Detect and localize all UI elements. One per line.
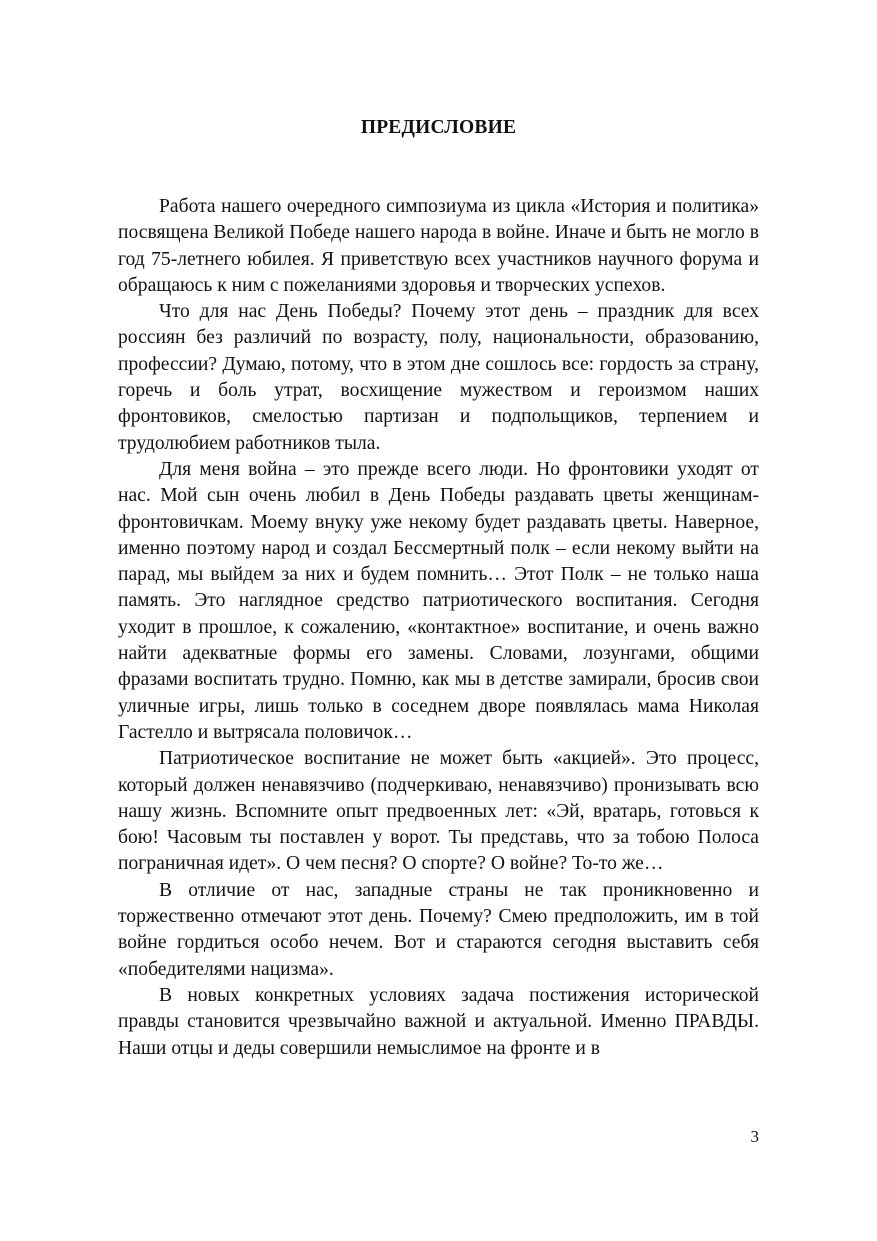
body-text [118, 194, 759, 1062]
paragraph-4: Патриотическое воспитание не может быть «акцией». Это процесс, который должен ненавязчиво (подчеркиваю, ненавязчиво) пронизывать всю нашу жизнь. Вспомните опыт предвоенных лет: «Эй, вратарь, готовься к бою! Часовым ты поставлен у ворот. Ты представь, что за тобою Полоса пограничная идет». О чем песня? О спорте? О войне? То-то же… [118, 748, 759, 875]
paragraph-3: Для меня война – это прежде всего люди. Но фронтовики уходят от нас. Мой сын очень любил в День Победы раздавать цветы женщинам-фронтовичкам. Моему внуку уже некому будет раздавать цветы. Наверное, именно поэтому народ и создал Бессмертный полк – если некому выйти на парад, мы выйдем за них и будем помнить… Этот Полк – не только наша память. Это наглядное средство патриотического воспитания. Сегодня уходит в прошлое, к сожалению, «контактное» воспитание, и очень важно найти адекватные формы его замены. Словами, лозунгами, общими фразами воспитать трудно. Помню, как мы в детстве замирали, бросив свои уличные игры, лишь только в соседнем дворе появлялась мама Николая Гастелло и вытрясала половичок… [118, 458, 759, 743]
page-title: ПРЕДИСЛОВИЕ [360, 117, 517, 138]
paragraph-2: Что для нас День Победы? Почему этот день – праздник для всех россиян без различий по возрасту, полу, национальности, образованию, профессии? Думаю, потому, что в этом дне сошлось все: гордость за страну, горечь и боль утрат, восхищение мужеством и героизмом наших фронтовиков, смелостью партизан и подпольщиков, терпением и трудолюбием работников тыла. [118, 301, 759, 454]
paragraph-5: В отличие от нас, западные страны не так проникновенно и торжественно отмечают этот день. Почему? Смею предположить, им в той войне гордиться особо нечем. Вот и стараются сегодня выставить себя «победителями нацизма». [118, 879, 759, 980]
paragraph-6: В новых конкретных условиях задача постижения исторической правды становится чрезвычайно важной и актуальной. Именно ПРАВДЫ. Наши отцы и деды совершили немыслимое на фронте и в [118, 984, 759, 1059]
document-page [118, 0, 759, 1241]
page-number: 3 [750, 1127, 759, 1146]
paragraph-1: Работа нашего очередного симпозиума из цикла «История и политика» посвящена Великой Победе нашего народа в войне. Иначе и быть не могло в год 75-летнего юбилея. Я приветствую всех участников научного форума и обращаюсь к ним с пожеланиями здоровья и творческих успехов. [118, 196, 759, 296]
